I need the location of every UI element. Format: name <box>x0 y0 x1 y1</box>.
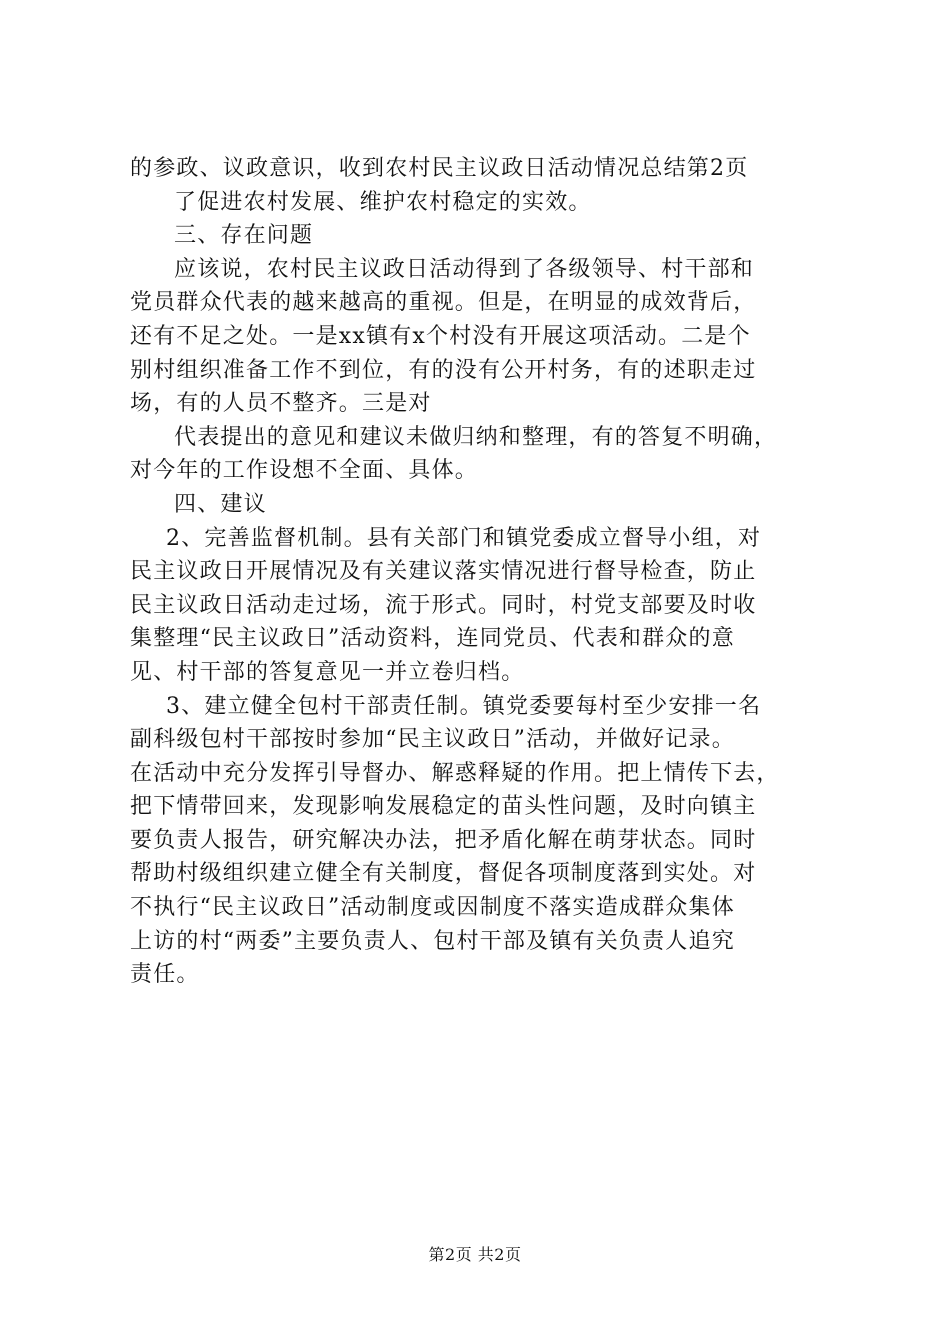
paragraph-line: 代表提出的意见和建议未做归纳和整理，有的答复不明确， <box>174 424 778 450</box>
paragraph-line: 的参政、议政意识，收到农村民主议政日活动情况总结第2页 <box>130 156 749 181</box>
paragraph-line: 党员群众代表的越来越高的重视。但是，在明显的成效背后， <box>130 290 757 316</box>
paragraph-line: 别村组织准备工作不到位，有的没有公开村务，有的述职走过 <box>130 357 757 383</box>
document-body <box>130 152 830 992</box>
paragraph-line: 对今年的工作设想不全面、具体。 <box>130 458 479 484</box>
paragraph-line: 见、村干部的答复意见一并立卷归档。 <box>130 659 525 685</box>
paragraph-line: 上访的村“两委”主要负责人、包村干部及镇有关负责人追究 <box>130 928 735 954</box>
paragraph-line: 民主议政日活动走过场，流于形式。同时，村党支部要及时收 <box>130 592 757 618</box>
paragraph-line: 民主议政日开展情况及有关建议落实情况进行督导检查，防止 <box>130 559 757 585</box>
paragraph-line: 在活动中充分发挥引导督办、解惑释疑的作用。把上情传下去， <box>130 760 780 786</box>
paragraph-line: 应该说，农村民主议政日活动得到了各级领导、村干部和 <box>174 256 755 282</box>
page-number-label: 第2页 共2页 <box>428 1245 522 1264</box>
paragraph-line: 了促进农村发展、维护农村稳定的实效。 <box>174 189 592 215</box>
paragraph-line: 3、建立健全包村干部责任制。镇党委要每村至少安排一名 <box>166 693 762 719</box>
paragraph-line: 把下情带回来，发现影响发展稳定的苗头性问题，及时向镇主 <box>130 794 757 820</box>
section-heading: 三、存在问题 <box>174 223 314 249</box>
paragraph-line: 不执行“民主议政日”活动制度或因制度不落实造成群众集体 <box>130 895 735 921</box>
paragraph-line: 要负责人报告，研究解决办法，把矛盾化解在萌芽状态。同时 <box>130 827 757 853</box>
paragraph-line: 副科级包村干部按时参加“民主议政日”活动，并做好记录。 <box>130 727 735 753</box>
paragraph-line: 责任。 <box>130 962 200 988</box>
paragraph-line: 还有不足之处。一是xx镇有x个村没有开展这项活动。二是个 <box>130 323 751 349</box>
paragraph-line: 集整理“民主议政日”活动资料，连同党员、代表和群众的意 <box>130 626 735 652</box>
paragraph-line: 帮助村级组织建立健全有关制度，督促各项制度落到实处。对 <box>130 861 757 887</box>
paragraph-line: 2、完善监督机制。县有关部门和镇党委成立督导小组，对 <box>166 525 762 551</box>
page-footer <box>0 1242 950 1265</box>
paragraph-line: 场，有的人员不整齐。三是对 <box>130 391 432 417</box>
section-heading: 四、建议 <box>174 491 267 517</box>
